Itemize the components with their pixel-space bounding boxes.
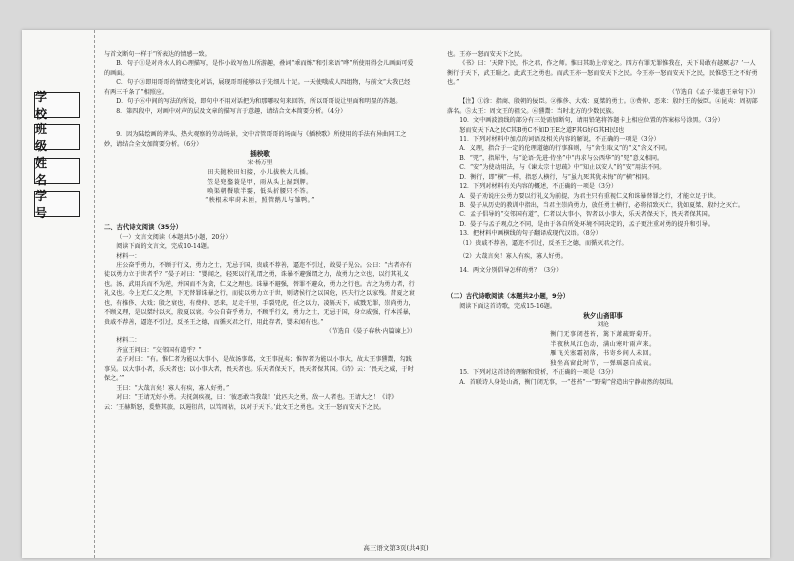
left-column-line: “秧根未牢莳未匝，照管鹅儿与雏鸭。” xyxy=(205,197,315,205)
left-column-line xyxy=(104,206,416,220)
right-column-line: 独坐高窗此时节，一弹瑶瑟自成哀。 xyxy=(550,359,656,367)
right-column-line: A．义理，指合于一定的伦理道德的行事准则，与“舍生取义”的“义”含义不同。 xyxy=(459,145,672,153)
right-column-line: 【注】①涂：指商、殷朝的佞臣。②推侈、大戏：夏桀的勇士。③费仲、恶来：殷纣王的佞臣。④昆夷：周初部落名。⑤太王：周文王的祖父。⑥獯鬻：当时北方的少数民族。 xyxy=(447,98,758,115)
right-column-line: （1）贵戚不荐善，逼迩不引过，反圣王之德，而循灭君之行。 xyxy=(459,239,628,247)
left-column-line: 王曰：“大哉言矣！寡人有疾，寡人好勇。” xyxy=(116,384,230,392)
class-box: 班 级 xyxy=(34,124,80,150)
left-column-line: 9．因为陆绘画的斧头、热火观察的劳动场景，文中音管哥哥的场面与《插秧歌》所使用的手法有异曲同工之妙，请结合全文加简要分析。（6分） xyxy=(104,131,407,148)
left-column xyxy=(104,50,416,505)
left-column-line: 孟子对曰：“有。惟仁者为能以大事小，是故汤事葛，文王事昆夷；惟智者为能以小事大，故太王事獯鬻，勾践事吴。以大事小者，乐天者也；以小事大者，畏天者也。乐天者保天下，畏天者保其国。《诗》云：‘畏天之威，于时保之。’” xyxy=(104,356,414,383)
right-column-line: 刘沧 xyxy=(597,322,609,329)
left-column-line: D．句子⑥中间的写法的所说，即句中不用对话把为和那哪叹句来回答，所以哥哥说让里面和明显的答题。 xyxy=(116,98,402,106)
right-column-line: 阅读下面这首诗歌，完成15-16题。 xyxy=(459,302,556,310)
left-column-line: 唤渠朝餐歇半霎，低头折腰只不答。 xyxy=(207,188,313,196)
left-column-line: 田夫抛秧田妇接，小儿拔秧大儿插。 xyxy=(207,169,313,177)
right-column-line: C．孟子倡导的“交邻国有道”，仁者以大事小，智者以小事大，乐天者保天下，畏天者保其国。 xyxy=(459,211,714,219)
right-column-line: （2）大哉言矣！寡人有疾，寡人好勇。 xyxy=(459,253,567,261)
left-column-line: （一）文言文阅读（本题共5小题，20分） xyxy=(116,233,232,241)
left-column-line: B．句子①是对舟水人的心理描写，是作小故写鱼儿所游趣，叠词“乖而炼”和引来语“哗”所使用得会儿画面可爱的画面。 xyxy=(104,60,414,77)
page-footer: 高三语文第3页(共4页) xyxy=(363,544,429,552)
right-column-line: D．衡行，即“横”一样，指恶人横行，与“虽九死其犹未悔”的“横”相同。 xyxy=(459,173,654,181)
left-column-line: 笠是兜鍪蓑是甲，雨从头上湿到胛。 xyxy=(207,178,313,186)
right-column-line: （节选自《孟子·梁惠王章句下》） xyxy=(668,88,759,96)
left-column-line: 宋·杨万里 xyxy=(247,160,273,167)
right-column-line: A．首联诗人身处山斋，衡门闭无事，一“苍苔”一“野菊”营造出宁静肃然的氛围。 xyxy=(459,378,678,386)
left-column-line: C．句子③即用哥哥的情绪变化对话，展现哥哥能够以于先细儿十足。一天使哦成人四组物，与前文“大我已经有两三千条了”相照应。 xyxy=(104,79,411,96)
left-column-line: 阅读下面的文言文，完成10-14题。 xyxy=(116,243,213,251)
right-column-line: 雁飞关塞霜初落，书寄乡间人未回。 xyxy=(550,350,656,358)
right-column xyxy=(447,50,759,505)
right-column-line: 也。王亦一怒而安天下之民。 xyxy=(447,51,527,58)
left-column-line: 二、古代诗文阅读（35分） xyxy=(104,223,183,231)
left-column-line: 8．第四段中，对画中对声的层及文章的描写言于意趣，请结合文本简要分析。（4分） xyxy=(116,107,347,115)
right-column-line: C．“安”为使动用法，与《谏太宗十思疏》中“知止以安人”的“安”用法不同。 xyxy=(459,164,666,172)
right-column-line: 11．下列对材料中加点的词语及相关内容的解说，不正确的一项是（3分） xyxy=(459,135,660,143)
left-column-line: 插秧歌 xyxy=(250,149,270,158)
exam-page xyxy=(22,30,770,558)
right-column-line: 10．文中画波浪线的部分有三处需加断句，请用铅笔将答题卡上相应位置的答案标号涂黑。（3分） xyxy=(459,117,724,125)
right-column-line: 怒而安天下A之民C其B勇C不如D王E之道F其G好G其H民I也 xyxy=(459,126,625,134)
right-column-line: A．晏子劝说庄公勇力要以行礼义为前提，为君主只有重视仁义和诛暴替罪之行，才能立足于世。 xyxy=(459,192,720,200)
name-box: 姓 名 xyxy=(34,158,80,184)
left-column-line xyxy=(104,116,416,130)
right-column-line: 14．两文分别倡导怎样的勇？（3分） xyxy=(459,266,563,274)
right-column-line: 《书》曰：‘天降下民，作之君，作之师。惟曰其助上帝宠之。四方有罪无罪惟我在，天下曷敢有越厥志？’一人衡行于天下，武王耻之。此武王之勇也。而武王亦一怒而安天下之民。今王亦一怒而安天下之民，民惟恐王之不好勇也。” xyxy=(447,60,758,87)
right-column-line: 15．下列对这首诗的理解和赏析，不正确的一项是（3分） xyxy=(459,369,618,377)
student-id-box: 学 号 xyxy=(34,191,80,217)
left-column-line: 与首文断句一样于“所表达的情感一致。 xyxy=(104,51,211,58)
left-column-line: 对曰：“王请无好小勇。夫抚剑疾视，曰：‘彼恶敢当我哉！’此匹夫之勇，敌一人者也。王请大之！《诗》云：‘王赫斯怒，爰整其旅，以遏徂莒，以笃周祜，以对于天下。’此文王之勇也。文王一怒而安天下之民。 xyxy=(104,394,398,411)
binding-margin xyxy=(22,30,95,558)
right-column-line: 秋夕山斋即事 xyxy=(583,312,623,321)
school-box: 学 校 xyxy=(34,92,80,118)
left-column-line: 材料一： xyxy=(116,252,141,260)
left-column-line: 庄公奋乎勇力，不顾于行义，勇力之士，无忌于国，贵戚不荐善，逼迩不引过，故晏子见公。公曰：“古者亦有徒以勇力立于世者乎？”晏子对曰：“婴闻之，轻死以行礼谓之勇，诛暴不避强谓之力，故勇力之立也，以行其礼义也。汤、武用兵而不为逆，并国而不为贪，仁义之理也。诛暴不避强，替罪不避众，勇力之行也。古之为勇力者，行礼义也。今上无仁义之理，下无替罪诛暴之行，而徒以勇力立于世，则诸侯行之以国危，匹夫行之以家残。昔夏之衰也，有推侈、大戏；殷之衰也，有费仲、恶来，足走千里，手裂兕虎，任之以力，凌轹天下，威戮无罪，崇尚勇力，不顾义理，是以桀纣以灭，殷夏以衰。今公自奋乎勇力，不顾乎行义，勇力之士，无忌于国，身立威强，行本淫暴，贵戚不荐善，逼迩不引过，反圣王之德，而循灭君之行，用此存者，婴未闻有也。” xyxy=(104,261,415,326)
right-column-line: 衡门无事闭苍苔，篱下萧疏野菊开。 xyxy=(550,331,656,339)
right-column-line: 13．把材料中画横线的句子翻译成现代汉语。（8分） xyxy=(459,230,602,238)
right-column-line: B．“兕”，指犀牛，与“论语·先进·侍坐”中“冉求与公西华”的“兕”意义相同。 xyxy=(459,154,664,162)
right-column-line: B．晏子从历史的教训中指出，当君主崇尚勇力，放任勇士横行，必将招致灭亡，犹如夏桀、殷纣之灭亡。 xyxy=(459,202,744,209)
right-column-line: 半夜秋风江色动，满山寒叶雨声来。 xyxy=(550,340,656,348)
right-column-line xyxy=(447,275,759,289)
right-column-line: 12．下列对材料有关内容的概述，不正确的一项是（3分） xyxy=(459,183,618,191)
left-column-line: （节选自《晏子春秋·内篇谏上》） xyxy=(325,328,416,336)
left-column-line: 齐宣王问曰：“交邻国有道乎？” xyxy=(116,346,202,354)
left-column-line: 材料二： xyxy=(116,337,141,345)
right-column-line: （二）古代诗歌阅读（本题共2小题，9分） xyxy=(447,293,570,301)
right-column-line: D．晏子与孟子观点之不同，是由于各自所处环境不同决定的，孟子更注重对勇的提升和引导。 xyxy=(459,220,714,228)
